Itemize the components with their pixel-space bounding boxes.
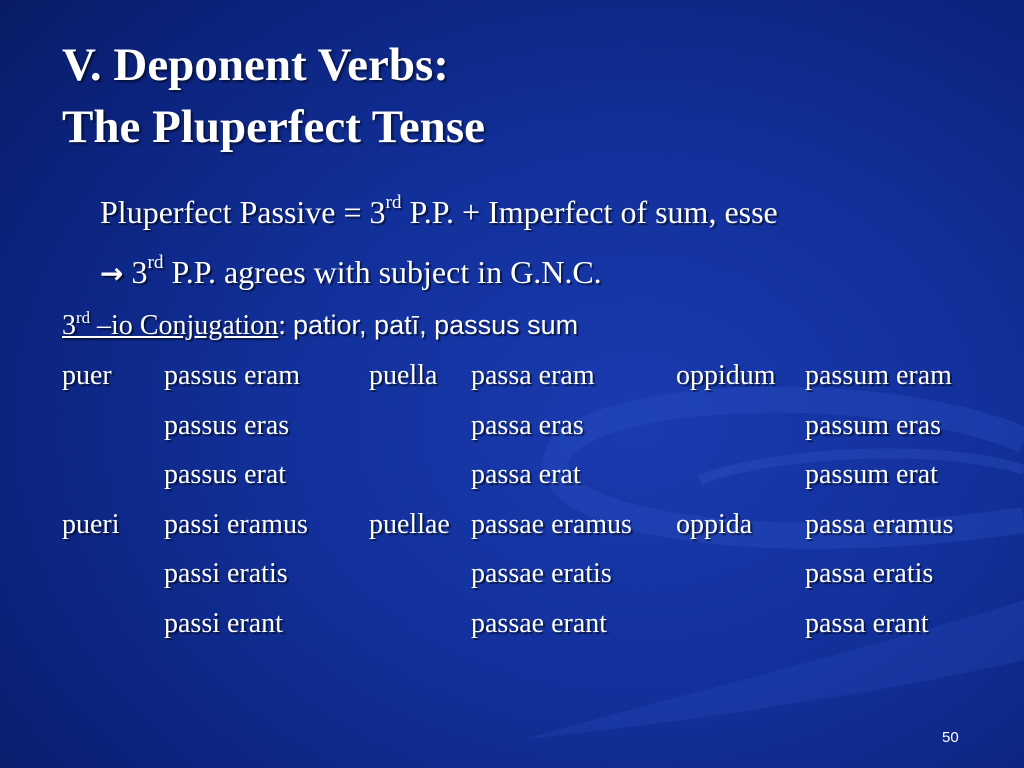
table-cell-form-neut: passum eras [805, 409, 942, 441]
table-cell-noun-fem: puellae [369, 508, 450, 540]
note-superscript: rd [147, 252, 164, 273]
table-cell-form-fem: passa eram [471, 360, 595, 391]
table-cell-form-neut: passa erant [805, 607, 929, 639]
conjugation-heading [62, 310, 578, 342]
conjugation-number: 3 [62, 310, 76, 341]
note-text-end: P.P. agrees with subject in G.N.C. [163, 254, 602, 290]
table-cell-noun-neut: oppida [676, 508, 753, 540]
table-cell-form-neut: passa eramus [805, 508, 954, 540]
agreement-note [100, 254, 602, 291]
table-cell-form-fem: passa eras [471, 409, 584, 441]
table-cell-noun-fem: puella [369, 360, 438, 391]
pluperfect-rule [100, 194, 778, 231]
table-cell-form-masc: passi eratis [164, 558, 288, 589]
table-cell-form-masc: passi erant [164, 607, 283, 639]
conjugation-label [62, 310, 278, 341]
table-cell-form-neut: passum eram [805, 360, 952, 391]
table-cell-form-masc: passi eramus [164, 508, 308, 540]
table-cell-noun-neut: oppidum [676, 360, 776, 391]
table-cell-form-masc: passus eram [164, 360, 301, 391]
table-cell-form-masc: passus eras [164, 409, 290, 441]
table-cell-form-fem: passae erant [471, 607, 608, 639]
conjugation-name: –io Conjugation [89, 310, 279, 341]
table-cell-form-fem: passae eramus [471, 508, 632, 540]
slide-title [62, 34, 485, 158]
title-line-2: The Pluperfect Tense [62, 101, 485, 153]
note-text: 3 [123, 254, 148, 290]
table-cell-form-masc: passus erat [164, 459, 287, 490]
table-cell-noun-masc: puer [62, 360, 112, 391]
table-cell-noun-masc: pueri [62, 508, 120, 540]
conjugation-colon: : [278, 310, 293, 341]
table-cell-form-neut: passa eratis [805, 558, 934, 589]
rule-text: Pluperfect Passive = 3 [100, 194, 386, 230]
rule-verb-sum: sum, esse [655, 194, 778, 230]
conjugation-verb: patior, patī, passus sum [293, 310, 579, 340]
slide-number: 50 [942, 729, 959, 746]
conjugation-superscript: rd [76, 308, 90, 327]
rule-superscript: rd [385, 192, 402, 213]
right-arrow-icon: → [100, 257, 124, 290]
table-cell-form-fem: passa erat [471, 459, 581, 490]
table-cell-form-neut: passum erat [805, 459, 938, 490]
title-line-1: V. Deponent Verbs: [62, 39, 449, 91]
rule-text-middle: P.P. + Imperfect of [401, 194, 656, 230]
table-cell-form-fem: passae eratis [471, 558, 612, 589]
